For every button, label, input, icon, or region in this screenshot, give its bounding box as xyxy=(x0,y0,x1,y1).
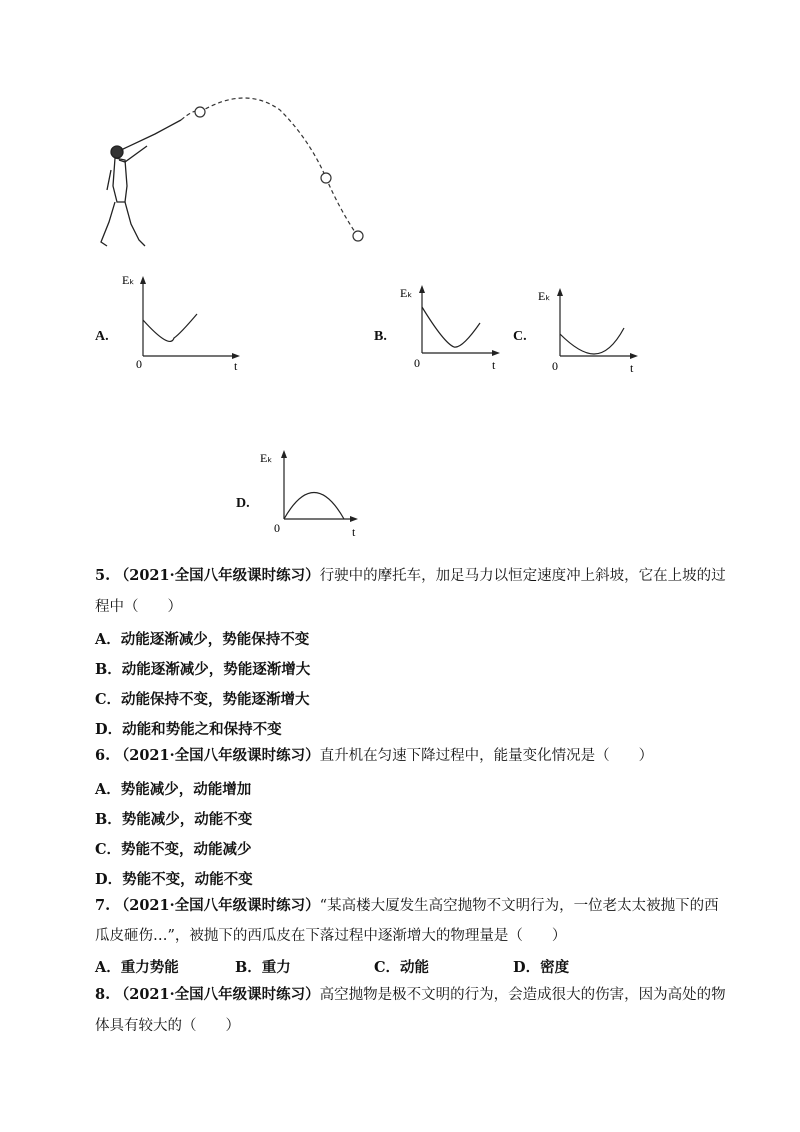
question-6-option-d[interactable]: D．势能不变，动能不变 xyxy=(95,871,253,888)
question-5-option-d[interactable]: D．动能和势能之和保持不变 xyxy=(95,721,282,738)
question-7-line2: 瓜皮砸伤…”，被抛下的西瓜皮在下落过程中逐渐增大的物理量是（ ） xyxy=(95,928,567,944)
ball-3 xyxy=(353,231,363,241)
graph-b-xlabel: t xyxy=(492,358,496,372)
option-b-label: B. xyxy=(374,329,387,344)
graph-a-xlabel: t xyxy=(234,359,238,373)
question-5-number: 5. xyxy=(95,567,111,584)
question-8-source: （2021·全国八年级课时练习） xyxy=(114,986,320,1003)
graph-a-curve xyxy=(143,314,197,341)
question-6-option-b[interactable]: B．势能减少，动能不变 xyxy=(95,811,253,828)
ball-2 xyxy=(321,173,331,183)
graph-d-ylabel: Eₖ xyxy=(260,451,273,465)
graph-a-ylabel: Eₖ xyxy=(122,273,135,287)
question-6-option-c[interactable]: C．势能不变，动能减少 xyxy=(95,841,252,858)
question-7-number: 7. xyxy=(95,897,111,914)
question-6-number: 6. xyxy=(95,747,111,764)
question-7-option-b[interactable]: B．重力 xyxy=(235,959,291,976)
question-5-line2: 程中（ ） xyxy=(95,599,182,615)
question-7-option-c[interactable]: C．动能 xyxy=(374,959,430,976)
trajectory-path xyxy=(181,98,357,235)
question-8-number: 8. xyxy=(95,986,111,1003)
graph-c xyxy=(536,286,646,381)
graph-b-origin: 0 xyxy=(414,356,420,370)
graph-b xyxy=(398,283,508,378)
question-5-stem: 行驶中的摩托车，加足马力以恒定速度冲上斜坡，它在上坡的过 xyxy=(319,568,726,584)
question-7-line1 xyxy=(95,896,719,916)
graph-c-ylabel: Eₖ xyxy=(538,289,551,303)
graph-c-xlabel: t xyxy=(630,361,634,375)
question-6-option-a[interactable]: A．势能减少，动能增加 xyxy=(95,781,252,798)
graph-c-curve xyxy=(560,328,624,354)
question-5-option-b[interactable]: B．动能逐渐减少，势能逐渐增大 xyxy=(95,661,311,678)
graph-a-origin: 0 xyxy=(136,357,142,371)
question-5-line1 xyxy=(95,566,726,586)
athlete-figure xyxy=(101,120,181,246)
question-7-stem: “某高楼大厦发生高空抛物不文明行为，一位老太太被抛下的西 xyxy=(319,898,719,914)
question-7-option-a[interactable]: A．重力势能 xyxy=(95,959,179,976)
question-8-line2: 体具有较大的（ ） xyxy=(95,1018,240,1034)
question-7-source: （2021·全国八年级课时练习） xyxy=(114,897,320,914)
graph-d-origin: 0 xyxy=(274,521,280,535)
question-8-stem: 高空抛物是极不文明的行为，会造成很大的伤害，因为高处的物 xyxy=(319,987,726,1003)
graph-d-xlabel: t xyxy=(352,525,356,539)
option-d-label: D. xyxy=(236,496,250,511)
graph-b-curve xyxy=(422,307,480,347)
option-a-label: A. xyxy=(95,329,109,344)
option-c-label: C. xyxy=(513,329,527,344)
graph-b-ylabel: Eₖ xyxy=(400,286,413,300)
question-6-line1 xyxy=(95,746,653,766)
graph-c-origin: 0 xyxy=(552,359,558,373)
question-5-option-a[interactable]: A．动能逐渐减少，势能保持不变 xyxy=(95,631,310,648)
graph-d-curve xyxy=(284,493,344,520)
question-5-option-c[interactable]: C．动能保持不变，势能逐渐增大 xyxy=(95,691,310,708)
question-5-source: （2021·全国八年级课时练习） xyxy=(114,567,320,584)
graph-a xyxy=(118,270,248,375)
question-6-source: （2021·全国八年级课时练习） xyxy=(114,747,320,764)
ball-trajectory-figure xyxy=(95,90,375,260)
question-8-line1 xyxy=(95,985,726,1005)
ball-1 xyxy=(195,107,205,117)
question-6-stem: 直升机在匀速下降过程中，能量变化情况是（ ） xyxy=(319,748,654,764)
question-7-option-d[interactable]: D．密度 xyxy=(513,959,570,976)
graph-d xyxy=(258,446,368,541)
